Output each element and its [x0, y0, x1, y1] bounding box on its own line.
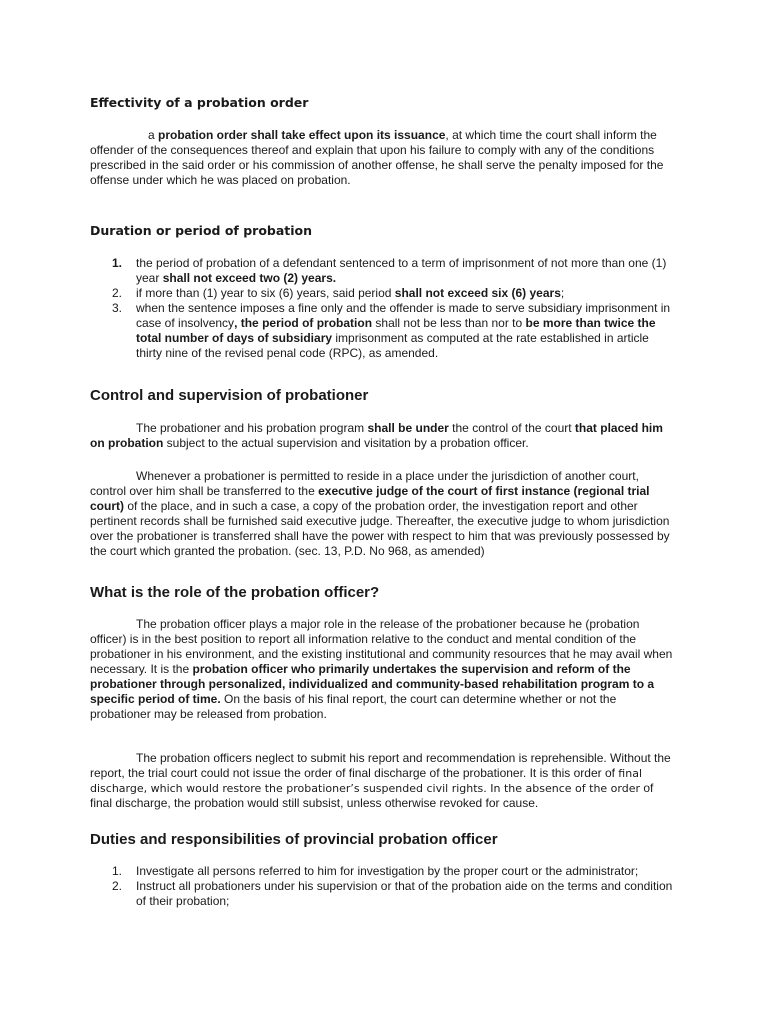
bold-text: shall not exceed six (6) years: [394, 286, 561, 300]
text-run: On the basis of his final report, the court can determine whether or not the probationer may be released from probation.: [90, 692, 617, 721]
list-item: [90, 864, 678, 879]
text-run: final discharge, which would restore the probationer’s suspended civil rights. In the absence of the order: [90, 767, 642, 795]
list-item: [90, 879, 678, 909]
bold-text: shall not exceed two (2) years.: [162, 271, 337, 285]
bold-text: executive judge of the court of first instance (regional trial court): [90, 484, 650, 513]
heading-effectivity: Effectivity of a probation order: [90, 95, 309, 110]
list-number: 2.: [112, 879, 123, 893]
text-run: The probation officers neglect to submit his report and recommendation is reprehensible. Without the report, the trial court could not issue the order of final discharge of the probationer. It is this order of: [90, 751, 671, 780]
heading-duties: Duties and responsibilities of provincial probation officer: [90, 831, 498, 848]
text-run: Whenever a probationer is permitted to reside in a place under the jurisdiction of another court, control over him shall be transferred to the: [90, 469, 639, 498]
para-role-1: [90, 617, 678, 722]
text-run: The probation officer plays a major role in the release of the probationer because he (probation officer) is in the best position to report all information relative to the conduct and mental condition of the probationer in his environment, and the existing institutional and community resources that he may avail when necessary. It is the: [90, 617, 673, 676]
list-item: [90, 256, 678, 286]
text-run: imprisonment as computed at the rate established in article thirty nine of the revised penal code (RPC), as amended.: [136, 331, 649, 360]
text-run: subject to the actual supervision and visitation by a probation officer.: [163, 436, 529, 450]
text-run: , at which time the court shall inform the offender of the consequences thereof and explain that upon his failure to comply with any of the conditions prescribed in the said order or his commission of another offense, he shall serve the penalty imposed for the offense under which he was placed on probation.: [90, 128, 664, 187]
list-item: [90, 286, 678, 301]
list-number: 1.: [112, 256, 123, 270]
heading-duration: Duration or period of probation: [90, 223, 313, 238]
heading-role: What is the role of the probation officer?: [90, 584, 380, 601]
para-control-2: [90, 469, 678, 559]
para-control-1: [90, 421, 678, 451]
list-number: 3.: [112, 301, 123, 315]
list-number: 1.: [112, 864, 123, 878]
text-run: Investigate all persons referred to him for investigation by the proper court or the administrator;: [136, 864, 639, 878]
text-run: a: [148, 128, 159, 142]
text-run: of the place, and in such a case, a copy of the probation order, the investigation report and other pertinent records shall be furnished said executive judge. Thereafter, the executive judge to whom jurisdiction over the probationer is transferred shall have the power with respect to him that was previously possessed by the court which granted the probation. (sec. 13, P.D. No 968, as amended): [90, 499, 670, 558]
bold-text: probation order shall take effect upon its issuance: [158, 128, 446, 142]
para-effectivity: [90, 128, 678, 188]
text-run: the period of probation of a defendant sentenced to a term of imprisonment of not more than one (1) year: [136, 256, 667, 285]
bold-text: probation officer who primarily undertakes the supervision and reform of the probationer through personalized, individualized and community-based rehabilitation program to a specific period of time.: [90, 662, 655, 706]
para-role-2: [90, 751, 678, 811]
text-run: if more than (1) year to six (6) years, said period: [136, 286, 395, 300]
text-run: Instruct all probationers under his supervision or that of the probation aide on the terms and condition of their probation;: [136, 879, 673, 908]
bold-text: that placed him on probation: [90, 421, 663, 450]
text-run: of final discharge, the probation would still subsist, unless otherwise revoked for cause.: [90, 781, 654, 810]
heading-control: Control and supervision of probationer: [90, 387, 369, 404]
text-run: ;: [560, 286, 565, 300]
bold-text: shall be under: [367, 421, 449, 435]
text-run: when the sentence imposes a fine only and the offender is made to serve subsidiary imprisonment in case of insolvency: [136, 301, 671, 330]
list-number: 2.: [112, 286, 123, 300]
text-run: shall not be less than nor to: [372, 316, 526, 330]
bold-text: , the period of probation: [234, 316, 373, 330]
text-run: the control of the court: [448, 421, 575, 435]
bold-text: be more than twice the total number of days of subsidiary: [136, 316, 656, 345]
text-run: The probationer and his probation program: [136, 421, 368, 435]
list-item: [90, 301, 678, 361]
duration-list: [90, 256, 678, 361]
duties-list: [90, 864, 678, 909]
